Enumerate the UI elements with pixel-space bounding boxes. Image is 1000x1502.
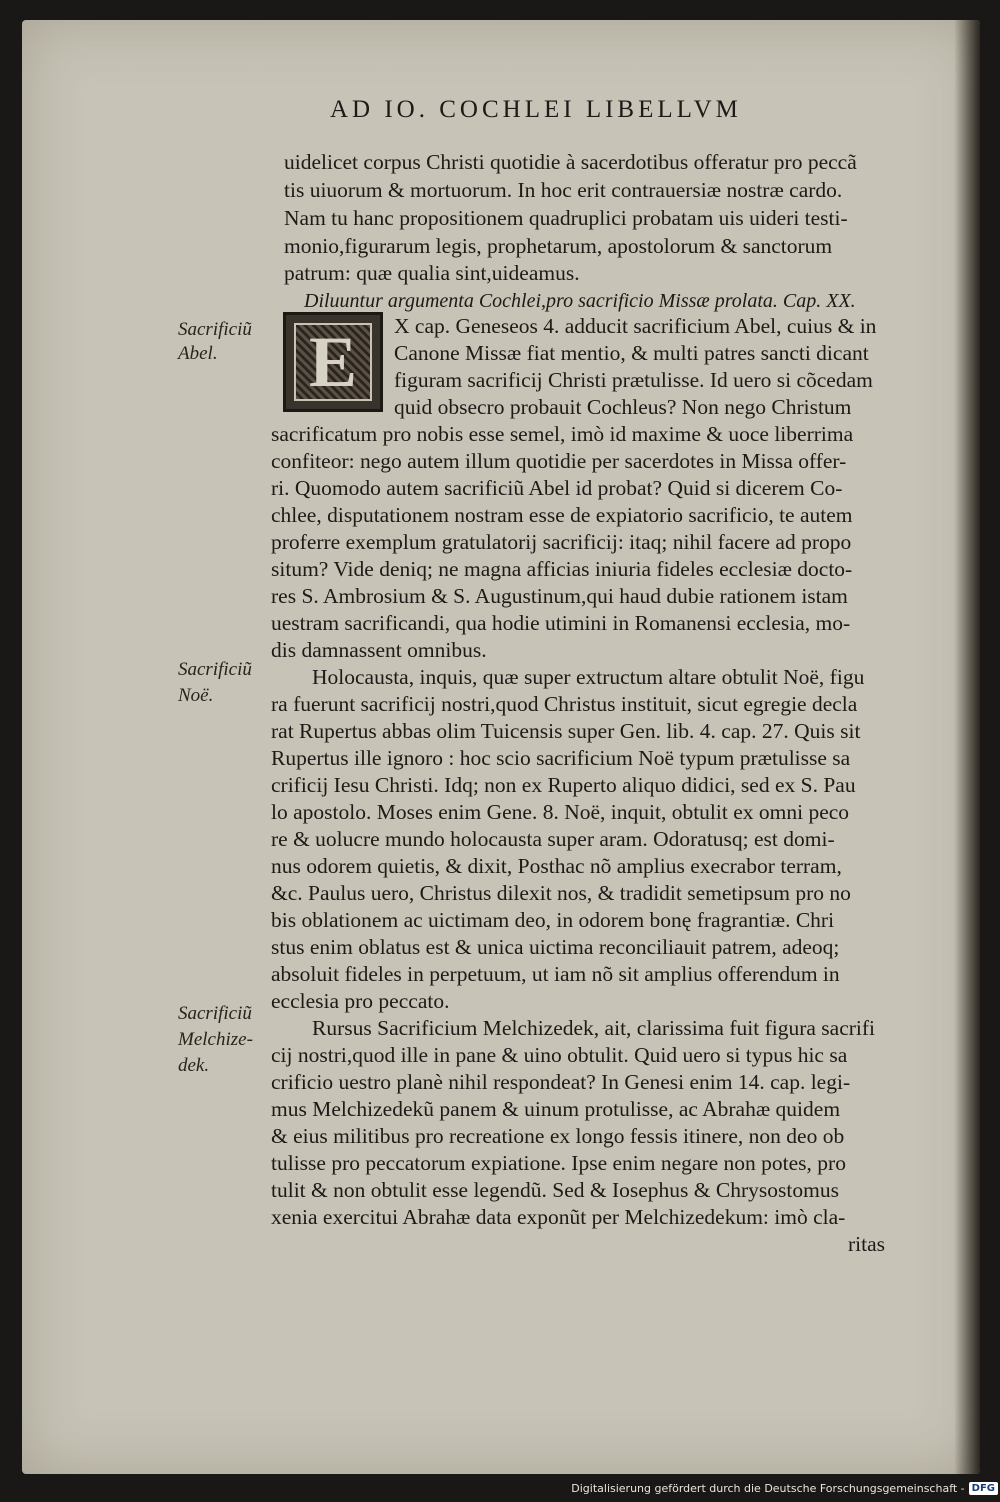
text-line: tis uiuorum & mortuorum. In hoc erit contrauersiæ nostræ cardo. bbox=[284, 178, 843, 202]
margin-note: Sacrificiũ bbox=[178, 1003, 252, 1024]
text-line: patrum: quæ qualia sint,uideamus. bbox=[284, 261, 580, 285]
text-line: xenia exercitui Abrahæ data exponũt per Melchizedekum: imò cla- bbox=[271, 1205, 846, 1229]
text-line: lo apostolo. Moses enim Gene. 8. Noë, inquit, obtulit ex omni peco bbox=[271, 800, 850, 824]
text-line: Rursus Sacrificium Melchizedek, ait, clarissima fuit figura sacrifi bbox=[312, 1016, 875, 1040]
margin-note: Noë. bbox=[178, 685, 214, 706]
margin-note: Abel. bbox=[178, 343, 218, 364]
text-line: cij nostri,quod ille in pane & uino obtulit. Quid uero si typus hic sa bbox=[271, 1043, 848, 1067]
text-line: ecclesia pro peccato. bbox=[271, 989, 450, 1013]
text-line: monio,figurarum legis, prophetarum, apostolorum & sanctorum bbox=[284, 234, 833, 258]
text-line: ri. Quomodo autem sacrificiũ Abel id probat? Quid si dicerem Co- bbox=[271, 476, 843, 500]
text-line: &c. Paulus uero, Christus dilexit nos, & tradidit semetipsum pro no bbox=[271, 881, 851, 905]
running-head: AD IO. COCHLEI LIBELLVM bbox=[330, 96, 742, 123]
initial-letter: E bbox=[308, 321, 358, 402]
text-line: proferre exemplum gratulatorij sacrificij: itaq; nihil facere ad propo bbox=[271, 530, 852, 554]
binding-shadow bbox=[954, 20, 980, 1474]
text-line: figuram sacrificij Christi prætulisse. Id uero si cõcedam bbox=[394, 368, 873, 392]
margin-note: dek. bbox=[178, 1055, 210, 1076]
text-line: Canone Missæ fiat mentio, & multi patres sancti dicant bbox=[394, 341, 869, 365]
catchword: ritas bbox=[848, 1232, 886, 1256]
decorated-initial bbox=[283, 312, 383, 412]
footer-text: Digitalisierung gefördert durch die Deutsche Forschungsgemeinschaft - bbox=[571, 1481, 965, 1495]
margin-note: Sacrificiũ bbox=[178, 659, 252, 680]
text-line: X cap. Geneseos 4. adducit sacrificium Abel, cuius & in bbox=[394, 314, 877, 338]
text-line: ra fuerunt sacrificij nostri,quod Christus instituit, sicut egregie decla bbox=[271, 692, 858, 716]
text-line: crificio uestro planè nihil respondeat? In Genesi enim 14. cap. legi- bbox=[271, 1070, 851, 1094]
text-line: sacrificatum pro nobis esse semel, imò id maxime & uoce liberrima bbox=[271, 422, 854, 446]
text-line: Holocausta, inquis, quæ super extructum altare obtulit Noë, figu bbox=[312, 665, 865, 689]
dfg-logo: DFG bbox=[969, 1482, 998, 1495]
text-line: rat Rupertus abbas olim Tuicensis super Gen. lib. 4. cap. 27. Quis sit bbox=[271, 719, 861, 743]
text-line: bis oblationem ac uictimam deo, in odorem bonę fragrantiæ. Chri bbox=[271, 908, 835, 932]
text-line: mus Melchizedekũ panem & uinum protulisse, ac Abrahæ quidem bbox=[271, 1097, 841, 1121]
margin-note: Melchize- bbox=[178, 1029, 253, 1050]
text-line: re & uolucre mundo holocausta super aram. Odoratusq; est domi- bbox=[271, 827, 835, 851]
text-line: & eius militibus pro recreatione ex longo fessis itinere, non deo ob bbox=[271, 1124, 845, 1148]
text-line: quid obsecro probauit Cochleus? Non nego Christum bbox=[394, 395, 852, 419]
text-line: tulit & non obtulit esse legendũ. Sed & Iosephus & Chrysostomus bbox=[271, 1178, 839, 1202]
text-line: situm? Vide deniq; ne magna afficias iniuria fideles ecclesiæ docto- bbox=[271, 557, 853, 581]
text-line: confiteor: nego autem illum quotidie per sacerdotes in Missa offer- bbox=[271, 449, 847, 473]
text-line: Rupertus ille ignoro : hoc scio sacrificium Noë typum prætulisse sa bbox=[271, 746, 851, 770]
text-line: tulisse pro peccatorum expiatione. Ipse enim negare non potes, pro bbox=[271, 1151, 846, 1175]
text-line: uestram sacrificandi, qua hodie utimini in Romanensi ecclesia, mo- bbox=[271, 611, 851, 635]
text-line: crificij Iesu Christi. Idq; non ex Ruperto aliquo didici, sed ex S. Pau bbox=[271, 773, 856, 797]
text-line: uidelicet corpus Christi quotidie à sacerdotibus offeratur pro peccã bbox=[284, 150, 857, 174]
digitization-footer bbox=[571, 1478, 998, 1498]
text-line: chlee, disputationem nostram esse de expiatorio sacrificio, te autem bbox=[271, 503, 853, 527]
text-line: stus enim oblatus est & unica uictima reconciliauit patrem, adeoq; bbox=[271, 935, 840, 959]
text-line: nus odorem quietis, & dixit, Posthac nõ amplius execrabor terram, bbox=[271, 854, 842, 878]
chapter-heading: Diluuntur argumenta Cochlei,pro sacrificio Missæ prolata. Cap. XX. bbox=[304, 290, 856, 312]
text-line: absoluit fideles in perpetuum, ut iam nõ sit amplius offerendum in bbox=[271, 962, 840, 986]
text-line: Nam tu hanc propositionem quadruplici probatam uis uideri testi- bbox=[284, 206, 848, 230]
text-line: res S. Ambrosium & S. Augustinum,qui haud dubie rationem istam bbox=[271, 584, 848, 608]
text-line: dis damnassent omnibus. bbox=[271, 638, 487, 662]
margin-note: Sacrificiũ bbox=[178, 319, 252, 340]
